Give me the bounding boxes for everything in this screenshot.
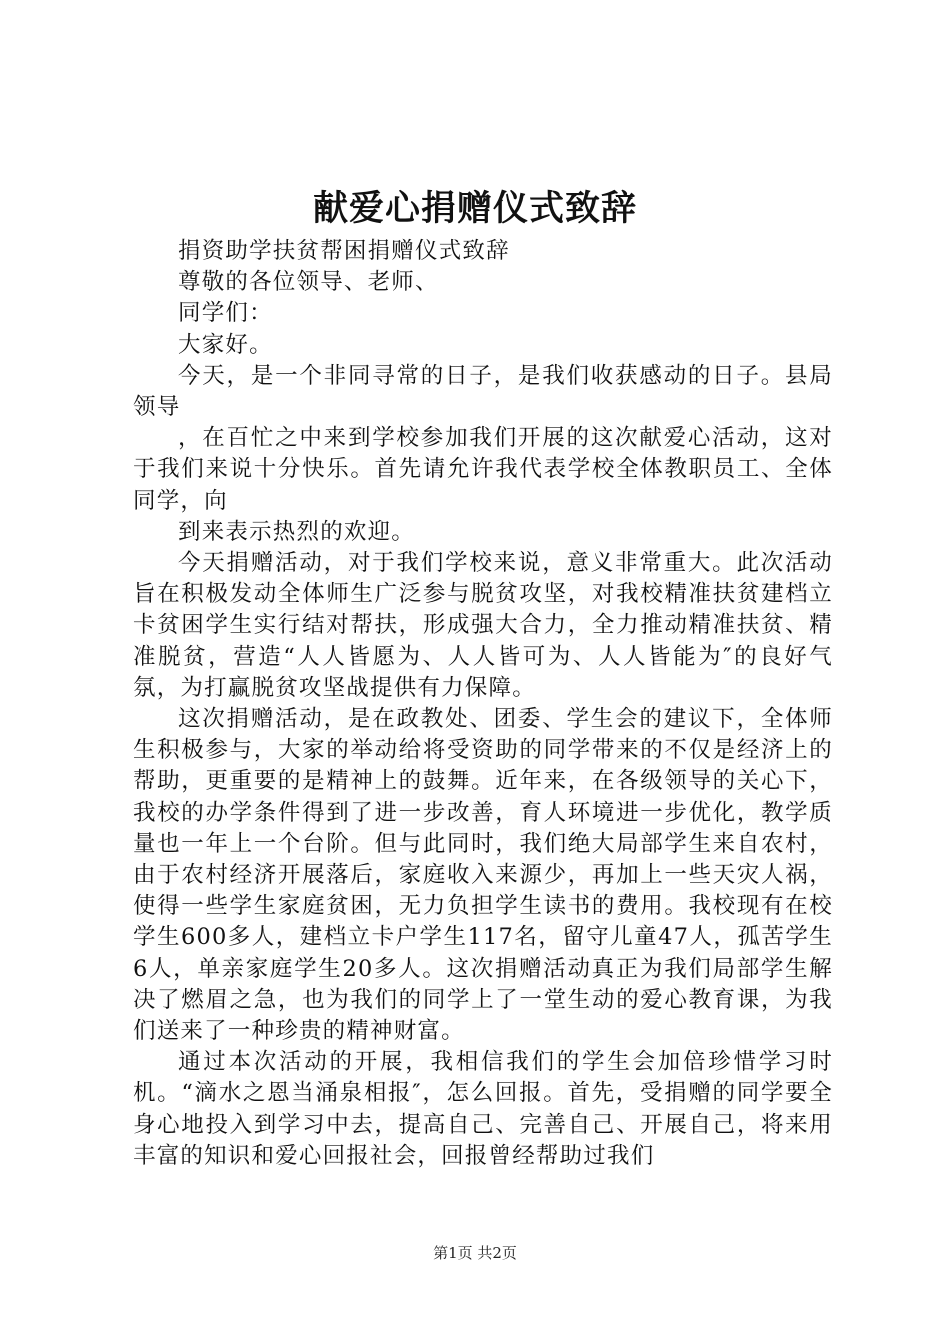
document-body xyxy=(133,236,833,1172)
paragraph-body: 通过本次活动的开展，我相信我们的学生会加倍珍惜学习时机。“滴水之恩当涌泉相报″，怎么回报。首先，受捐赠的同学要全身心地投入到学习中去，提高自己、完善自己、开展自己，将来用丰富的知识和爱心回报社会，回报曾经帮助过我们 xyxy=(133,1049,833,1169)
paragraph-greeting: 大家好。 xyxy=(178,331,273,358)
paragraph-salutation-1: 尊敬的各位领导、老师、 xyxy=(178,269,439,296)
page-number-footer: 第1页 共2页 xyxy=(433,1244,517,1262)
paragraph-body: 到来表示热烈的欢迎。 xyxy=(178,518,416,545)
paragraph-body: 今天，是一个非同寻常的日子，是我们收获感动的日子。县局领导 xyxy=(133,362,833,421)
paragraph-body: 今天捐赠活动，对于我们学校来说，意义非常重大。此次活动旨在积极发动全体师生广泛参与脱贫攻坚，对我校精准扶贫建档立卡贫困学生实行结对帮扶，形成强大合力，全力推动精准扶贫、精准脱贫，营造“人人皆愿为、人人皆可为、人人皆能为″的良好气氛，为打赢脱贫攻坚战提供有力保障。 xyxy=(133,550,833,701)
paragraph-salutation-2: 同学们： xyxy=(178,300,273,327)
paragraph-body: ，在百忙之中来到学校参加我们开展的这次献爱心活动，这对于我们来说十分快乐。首先请允许我代表学校全体教职员工、全体同学，向 xyxy=(133,425,833,514)
document-title: 献爱心捐赠仪式致辞 xyxy=(312,188,637,229)
paragraph-body: 这次捐赠活动，是在政教处、团委、学生会的建议下，全体师生积极参与，大家的举动给将受资助的同学带来的不仅是经济上的帮助，更重要的是精神上的鼓舞。近年来，在各级领导的关心下，我校的办学条件得到了进一步改善，育人环境进一步优化，教学质量也一年上一个台阶。但与此同时，我们绝大局部学生来自农村，由于农村经济开展落后，家庭收入来源少，再加上一些天灾人祸，使得一些学生家庭贫困，无力负担学生读书的费用。我校现有在校学生600多人，建档立卡户学生117名，留守儿童47人，孤苦学生6人，单亲家庭学生20多人。这次捐赠活动真正为我们局部学生解决了燃眉之急，也为我们的同学上了一堂生动的爱心教育课，为我们送来了一种珍贵的精神财富。 xyxy=(133,706,833,1045)
paragraph-subtitle: 捐资助学扶贫帮困捐赠仪式致辞 xyxy=(178,238,510,264)
